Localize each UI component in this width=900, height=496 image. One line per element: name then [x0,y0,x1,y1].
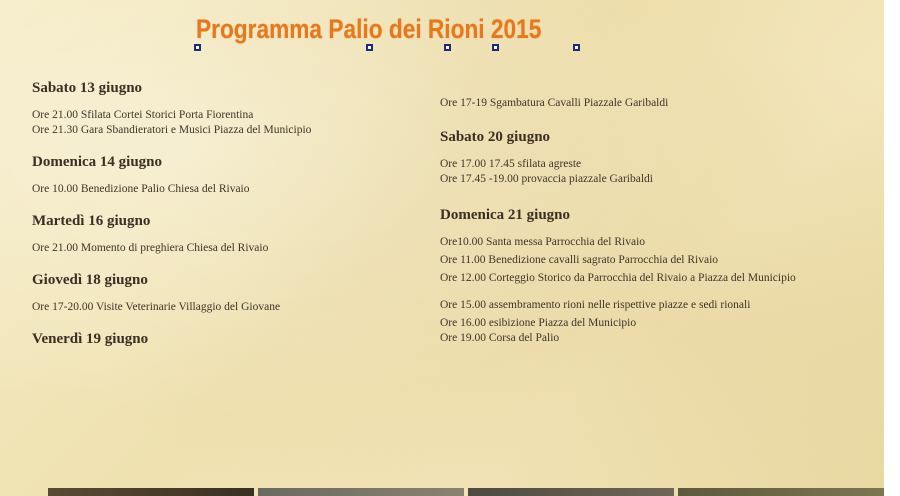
photo-thumbnail [48,488,254,496]
event-item: Ore 16.00 esibizione Piazza del Municipio [440,317,637,329]
day-heading: Sabato 13 giugno [32,80,143,96]
day-block [32,270,412,315]
event-item: Ore 21.00 Sfilata Cortei Storici Porta Fiorentina [32,109,254,121]
event-item: Ore 10.00 Benedizione Palio Chiesa del Rivaio [32,183,250,195]
selection-handle[interactable] [573,44,580,51]
day-heading: Domenica 21 giugno [440,207,571,223]
day-heading: Sabato 20 giugno [440,129,551,145]
day-heading: Giovedì 18 giugno [32,272,148,288]
photo-thumbnail [468,488,674,496]
event-item: Ore 17-20.00 Visite Veterinarie Villaggio del Giovane [32,301,281,313]
day-heading: Martedì 16 giugno [32,213,151,229]
selection-handle[interactable] [444,44,451,51]
event-item: Ore 19.00 Corsa del Palio [440,332,560,344]
event-item: Ore 21.00 Momento di preghiera Chiesa del Rivaio [32,242,269,254]
page-title: Programma Palio dei Rioni 2015 [196,14,542,44]
photo-thumbnail [258,488,464,496]
day-block [32,329,412,349]
event-item: Ore 17.00 17.45 sfilata agreste [440,158,582,170]
event-item: Ore 11.00 Benedizione cavalli sagrato Parrocchia del Rivaio [440,254,719,266]
selection-handle[interactable] [366,44,373,51]
photo-thumbnail [678,488,884,496]
event-item: Ore 17.45 -19.00 provaccia piazzale Garibaldi [440,173,653,185]
schedule-left-column [32,78,412,361]
selection-handle[interactable] [492,44,499,51]
day-heading: Venerdì 19 giugno [32,331,149,347]
day-block [440,127,840,187]
day-block [32,152,412,197]
schedule-right-column [440,96,840,358]
event-item: Ore 17-19 Sgambatura Cavalli Piazzale Garibaldi [440,97,669,109]
day-heading: Domenica 14 giugno [32,154,163,170]
selection-handle[interactable] [194,44,201,51]
day-block [32,78,412,138]
event-item: Ore10.00 Santa messa Parrocchia del Rivaio [440,236,646,248]
page-margin [884,0,900,496]
event-item: Ore 21.30 Gara Sbandieratori e Musici Piazza del Municipio [32,124,312,136]
event-item: Ore 15.00 assembramento rioni nelle rispettive piazze e sedi rionali [440,299,751,311]
day-block [32,211,412,256]
photo-strip [48,488,884,496]
event-item: Ore 12.00 Corteggio Storico da Parrocchia del Rivaio a Piazza del Municipio [440,272,796,284]
day-block [440,205,840,346]
